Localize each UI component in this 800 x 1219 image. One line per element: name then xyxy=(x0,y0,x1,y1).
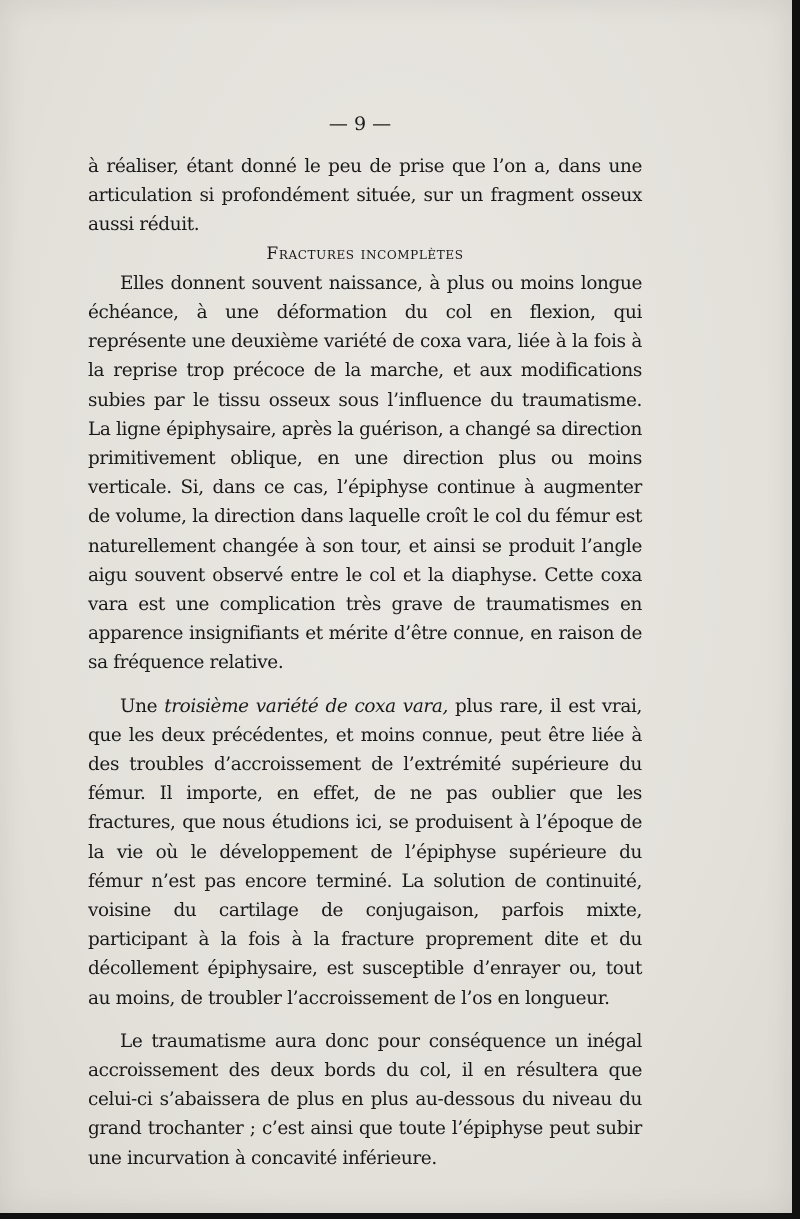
scan-border-right xyxy=(792,0,800,1219)
page-number: — 9 — xyxy=(328,113,392,135)
paragraph-third-variety-rest: plus rare, il est vrai, que les deux précédentes, et moins connue, peut être liée à des troubles d’accroissement de l’extrémité supérieure du fémur. Il importe, en effet, de ne pas oublier que les fractures, que nous étudions ici, se produisent à l’époque de la vie où le développement de l’épiphyse supérieure du fémur n’est pas encore terminé. La solution de continuité, voisine du cartilage de conjugaison, parfois mixte, participant à la fois à la fracture proprement dite et du décollement épiphysaire, est susceptible d’enrayer ou, tout au moins, de troubler l’accroissement de l’os en longueur. xyxy=(88,695,642,1009)
scan-border-bottom xyxy=(0,1213,800,1219)
paragraph-third-variety xyxy=(88,692,642,1013)
section-heading: Fractures incomplètes xyxy=(266,243,464,264)
body-text xyxy=(88,152,642,1173)
paragraph-incomplete-fractures: Elles donnent souvent naissance, à plus ou moins longue échéance, à une déformation du col en flexion, qui représente une deuxième variété de coxa vara, liée à la fois à la reprise trop précoce de la marche, et aux modifications subies par le tissu osseux sous l’influence du traumatisme. La ligne épiphysaire, après la guérison, a changé sa direction primitivement oblique, en une direction plus ou moins verticale. Si, dans ce cas, l’épiphyse continue à augmenter de volume, la direction dans laquelle croît le col du fémur est naturellement changée à son tour, et ainsi se produit l’angle aigu souvent observé entre le col et la diaphyse. Cette coxa vara est une complication très grave de traumatismes en apparence insignifiants et mérite d’être connue, en raison de sa fréquence relative. xyxy=(88,272,642,674)
paragraph-continuation: à réaliser, étant donné le peu de prise que l’on a, dans une articulation si profondément située, sur un fragment osseux aussi réduit. xyxy=(88,156,642,236)
paragraph-third-variety-start: Une xyxy=(120,695,165,717)
paragraph-trauma-consequence: Le traumatisme aura donc pour conséquence un inégal accroissement des deux bords du col, il en résultera que celui-ci s’abaissera de plus en plus au-dessous du niveau du grand trochanter ; c’est ainsi que toute l’épiphyse peut subir une incurvation à concavité inférieure. xyxy=(88,1030,642,1169)
paragraph-third-variety-italic: troisième variété de coxa vara, xyxy=(164,695,448,717)
